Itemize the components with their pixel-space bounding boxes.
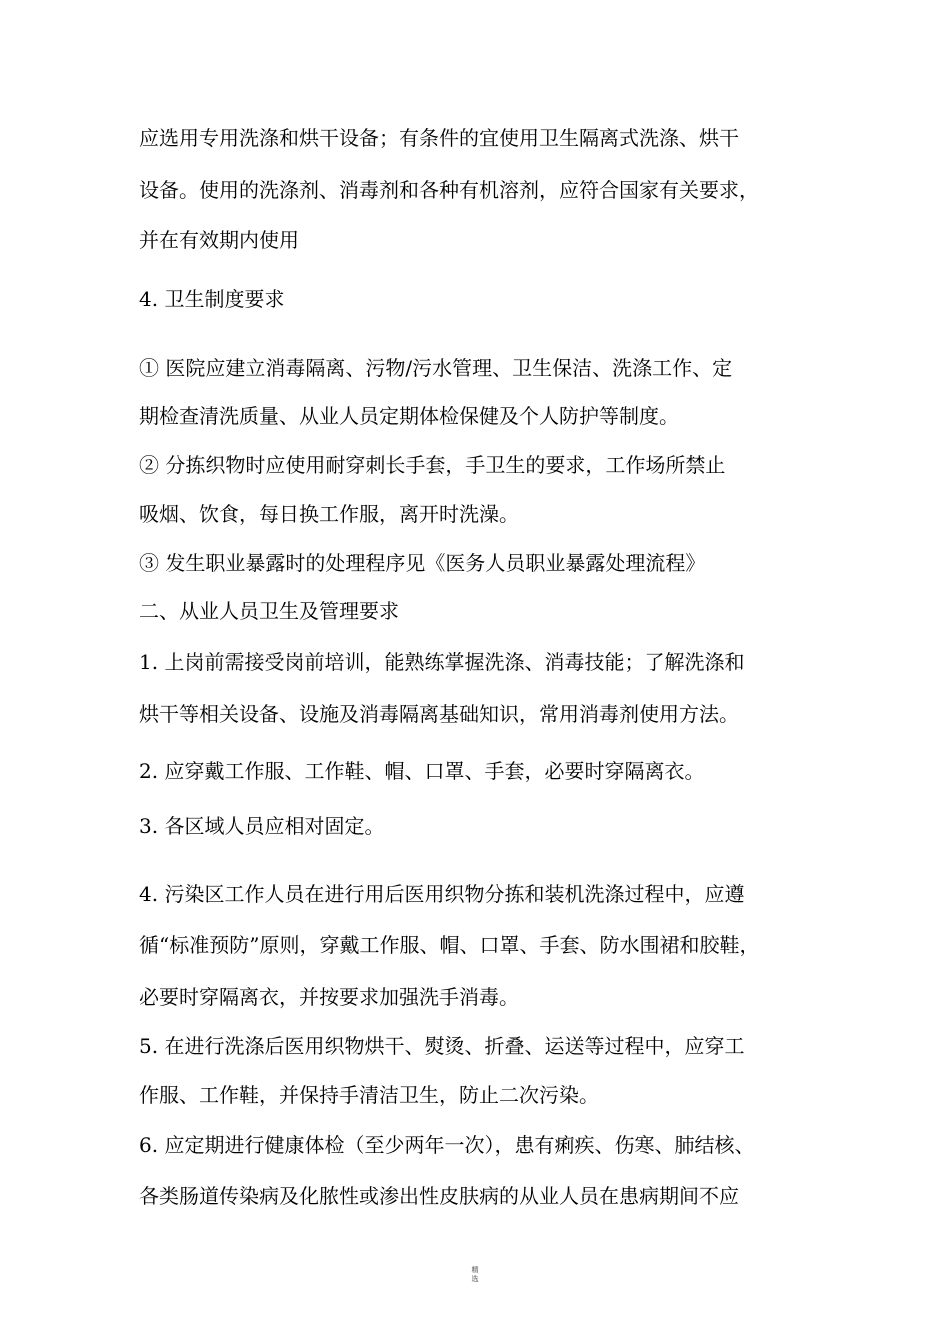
text-line: 作服、工作鞋，并保持手清洁卫生，防止二次污染。 [139,1083,599,1107]
text-line: 必要时穿隔离衣，并按要求加强洗手消毒。 [139,985,519,1009]
footer-line: 精 [471,1266,479,1274]
text-line: 烘干等相关设备、设施及消毒隔离基础知识，常用消毒剂使用方法。 [139,702,739,726]
text-line: 各类肠道传染病及化脓性或渗出性皮肤病的从业人员在患病期间不应 [139,1184,739,1208]
section-heading: 二、从业人员卫生及管理要求 [139,599,399,623]
text-line: 3. 各区域人员应相对固定。 [139,814,385,838]
text-line: 5. 在进行洗涤后医用织物烘干、熨烫、折叠、运送等过程中，应穿工 [139,1034,745,1058]
text-line: 1. 上岗前需接受岗前培训，能熟练掌握洗涤、消毒技能；了解洗涤和 [139,650,745,674]
text-line: ② 分拣织物时应使用耐穿刺长手套，手卫生的要求，工作场所禁止 [139,453,726,477]
text-line: 并在有效期内使用 [139,228,299,252]
page-footer [0,1266,950,1284]
text-line: ③ 发生职业暴露时的处理程序见《医务人员职业暴露处理流程》 [139,551,706,575]
text-line: 循“标准预防”原则，穿戴工作服、帽、口罩、手套、防水围裙和胶鞋， [139,933,760,957]
text-line: 2. 应穿戴工作服、工作鞋、帽、口罩、手套，必要时穿隔离衣。 [139,759,705,783]
text-line: 吸烟、饮食，每日换工作服，离开时洗澡。 [139,502,519,526]
text-line: 设备。使用的洗涤剂、消毒剂和各种有机溶剂，应符合国家有关要求， [139,178,759,202]
section-heading: 4. 卫生制度要求 [139,287,285,311]
text-line: 6. 应定期进行健康体检（至少两年一次），患有痢疾、伤寒、肺结核、 [139,1133,755,1157]
text-line: 应选用专用洗涤和烘干设备；有条件的宜使用卫生隔离式洗涤、烘干 [139,126,739,150]
footer-line: 选 [471,1275,479,1283]
text-line: 期检查清洗质量、从业人员定期体检保健及个人防护等制度。 [139,404,679,428]
text-line: ① 医院应建立消毒隔离、污物/污水管理、卫生保洁、洗涤工作、定 [139,356,733,380]
text-line: 4. 污染区工作人员在进行用后医用织物分拣和装机洗涤过程中，应遵 [139,882,745,906]
